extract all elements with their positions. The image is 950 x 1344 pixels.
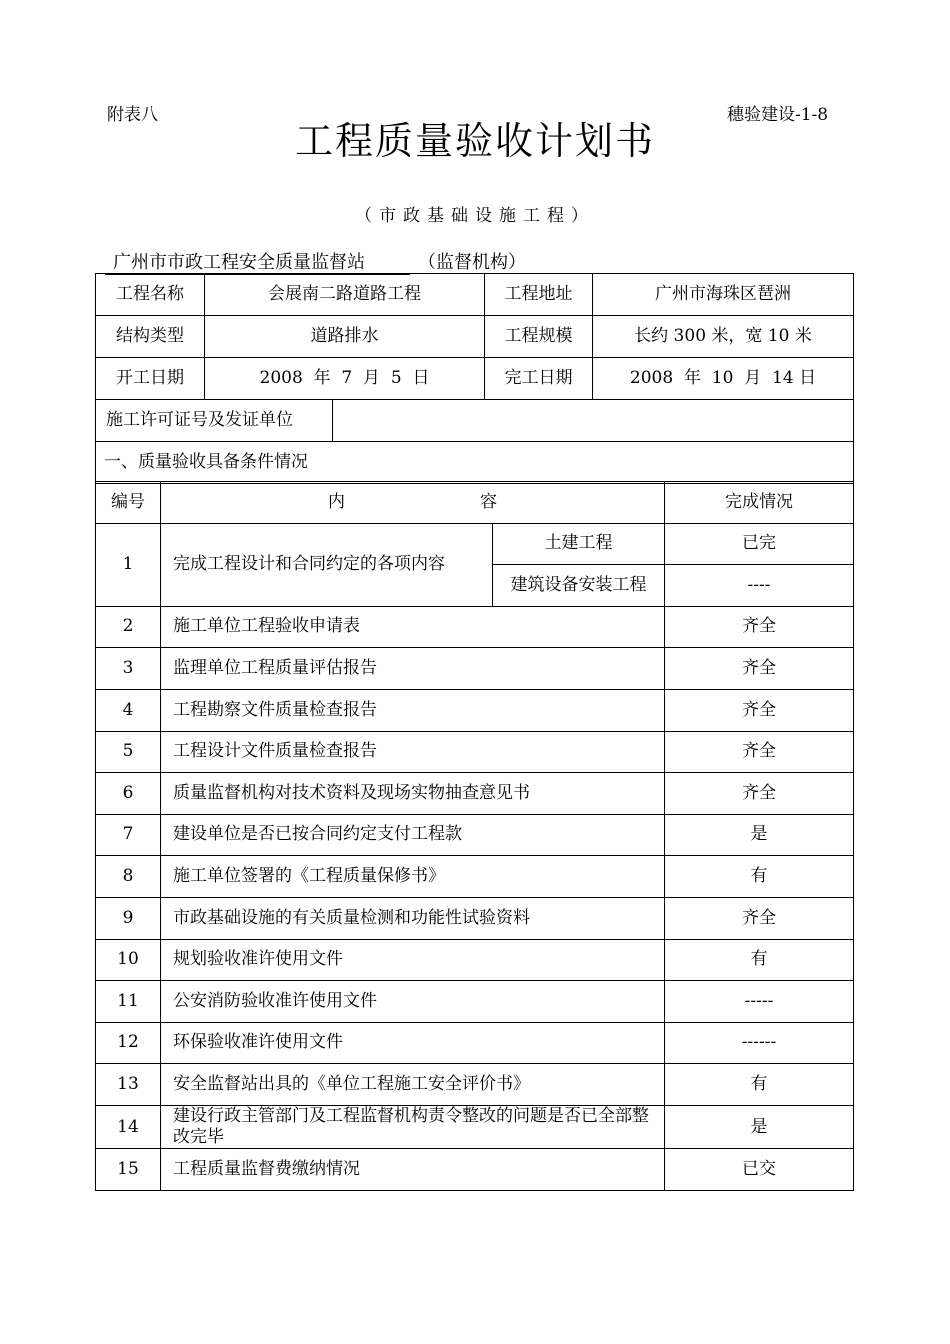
sub-item-label: 建筑设备安装工程 [493, 565, 665, 607]
row-no: 2 [96, 606, 161, 648]
structure-type-label: 结构类型 [96, 316, 205, 358]
row-no: 11 [96, 981, 161, 1023]
table-row [96, 1064, 854, 1106]
row-content: 市政基础设施的有关质量检测和功能性试验资料 [161, 897, 665, 939]
info-row-dates [96, 358, 854, 400]
project-address-value: 广州市海珠区琶洲 [593, 274, 854, 316]
table-row [96, 1149, 854, 1191]
row-no: 8 [96, 856, 161, 898]
row-content: 建设行政主管部门及工程监督机构责令整改的问题是否已全部整改完毕 [161, 1105, 665, 1149]
row-status: 齐全 [665, 773, 854, 815]
row-status: ------ [665, 1022, 854, 1064]
row-content: 完成工程设计和合同约定的各项内容 [161, 523, 493, 606]
section-title: 一、质量验收具备条件情况 [96, 442, 854, 484]
row-status: 齐全 [665, 731, 854, 773]
row-no: 15 [96, 1149, 161, 1191]
row-status: 齐全 [665, 648, 854, 690]
structure-type-value: 道路排水 [205, 316, 485, 358]
table-row [96, 689, 854, 731]
row-status: ---- [665, 565, 854, 607]
form-code: 穗验建设-1-8 [727, 105, 829, 125]
row-no: 12 [96, 1022, 161, 1064]
table-row [96, 648, 854, 690]
end-date-value: 2008 年 10 月 14 日 [593, 358, 854, 400]
project-address-label: 工程地址 [485, 274, 593, 316]
header-content [161, 482, 665, 524]
header-content-b: 容 [480, 491, 497, 512]
row-status: 是 [665, 1105, 854, 1149]
info-row-structure [96, 316, 854, 358]
table-row [96, 773, 854, 815]
row-status: 齐全 [665, 897, 854, 939]
row-no: 10 [96, 939, 161, 981]
row-status: 有 [665, 856, 854, 898]
document-subtitle: （市政基础设施工程） [355, 206, 595, 226]
row-no: 3 [96, 648, 161, 690]
project-scale-value: 长约 300 米，宽 10 米 [593, 316, 854, 358]
row-no: 13 [96, 1064, 161, 1106]
row-no: 7 [96, 814, 161, 856]
row-content: 规划验收准许使用文件 [161, 939, 665, 981]
table-row [96, 897, 854, 939]
row-content: 工程质量监督费缴纳情况 [161, 1149, 665, 1191]
table-row [96, 731, 854, 773]
project-info-table [95, 273, 854, 484]
appendix-label: 附表八 [107, 105, 158, 125]
row-status: 已交 [665, 1149, 854, 1191]
row-no: 1 [96, 523, 161, 606]
row-no: 6 [96, 773, 161, 815]
info-row-name [96, 274, 854, 316]
row-status: 是 [665, 814, 854, 856]
start-date-label: 开工日期 [96, 358, 205, 400]
table-row [96, 856, 854, 898]
row-content: 质量监督机构对技术资料及现场实物抽查意见书 [161, 773, 665, 815]
table-row [96, 814, 854, 856]
row-content: 安全监督站出具的《单位工程施工安全评价书》 [161, 1064, 665, 1106]
row-content: 施工单位签署的《工程质量保修书》 [161, 856, 665, 898]
table-row [96, 1105, 854, 1149]
info-row-permit [96, 400, 854, 442]
row-status: 齐全 [665, 606, 854, 648]
supervising-agency-line [105, 248, 526, 275]
table-row [96, 981, 854, 1023]
row-content: 建设单位是否已按合同约定支付工程款 [161, 814, 665, 856]
row-status: ----- [665, 981, 854, 1023]
permit-label: 施工许可证号及发证单位 [96, 400, 333, 442]
header-content-a: 内 [328, 491, 345, 512]
row-content: 监理单位工程质量评估报告 [161, 648, 665, 690]
section-row [96, 442, 854, 484]
acceptance-conditions-table [95, 481, 854, 1191]
row-no: 9 [96, 897, 161, 939]
header-no: 编号 [96, 482, 161, 524]
row-no: 14 [96, 1105, 161, 1149]
table-row [96, 523, 854, 565]
row-content: 工程设计文件质量检查报告 [161, 731, 665, 773]
row-status: 有 [665, 1064, 854, 1106]
row-status: 齐全 [665, 689, 854, 731]
row-status: 已完 [665, 523, 854, 565]
permit-value [333, 400, 854, 442]
end-date-label: 完工日期 [485, 358, 593, 400]
project-name-label: 工程名称 [96, 274, 205, 316]
table-row [96, 1022, 854, 1064]
row-content: 环保验收准许使用文件 [161, 1022, 665, 1064]
table-header-row [96, 482, 854, 524]
project-scale-label: 工程规模 [485, 316, 593, 358]
header-status: 完成情况 [665, 482, 854, 524]
row-no: 5 [96, 731, 161, 773]
row-content: 施工单位工程验收申请表 [161, 606, 665, 648]
agency-name: 广州市市政工程安全质量监督站 [105, 248, 410, 275]
start-date-value: 2008 年 7 月 5 日 [205, 358, 485, 400]
row-content: 工程勘察文件质量检查报告 [161, 689, 665, 731]
agency-suffix: （监督机构） [418, 252, 526, 273]
sub-item-label: 土建工程 [493, 523, 665, 565]
row-no: 4 [96, 689, 161, 731]
table-row [96, 939, 854, 981]
row-content: 公安消防验收准许使用文件 [161, 981, 665, 1023]
table-row [96, 606, 854, 648]
row-status: 有 [665, 939, 854, 981]
document-title: 工程质量验收计划书 [294, 119, 655, 163]
project-name-value: 会展南二路道路工程 [205, 274, 485, 316]
